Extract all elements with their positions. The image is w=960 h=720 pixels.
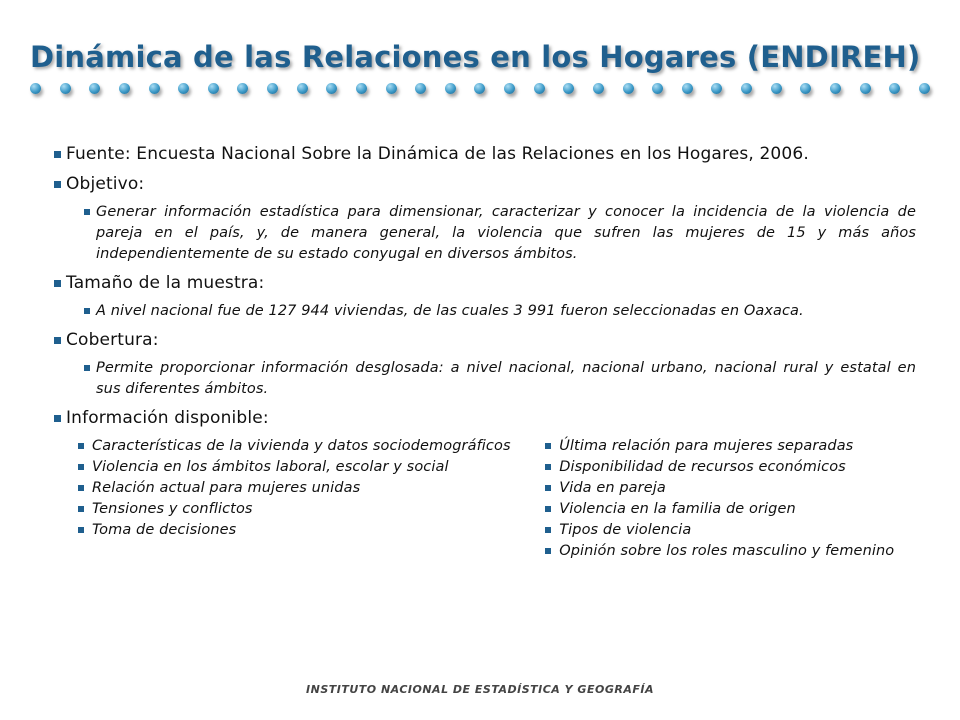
divider-dot [534, 83, 545, 94]
divider-dot [711, 83, 722, 94]
list-item: Última relación para mujeres separadas [545, 436, 908, 457]
divider-dot [356, 83, 367, 94]
divider-dot [682, 83, 693, 94]
divider-dot [326, 83, 337, 94]
divider-dot [445, 83, 456, 94]
divider-dot [208, 83, 219, 94]
divider-dot [60, 83, 71, 94]
divider-dot [771, 83, 782, 94]
divider-dot [89, 83, 100, 94]
divider-dot [178, 83, 189, 94]
divider-dot [563, 83, 574, 94]
divider-dot [267, 83, 278, 94]
footer-institution: INSTITUTO NACIONAL DE ESTADÍSTICA Y GEOGRAFÍA [306, 683, 654, 696]
dotted-divider [30, 78, 930, 98]
divider-dot [415, 83, 426, 94]
list-item: Tensiones y conflictos [78, 499, 545, 520]
list-item: Toma de decisiones [78, 520, 545, 541]
available-info-heading: Información disponible: [52, 406, 916, 430]
divider-dot [297, 83, 308, 94]
list-item: Opinión sobre los roles masculino y femenino [545, 541, 908, 562]
page-title: Dinámica de las Relaciones en los Hogares (ENDIREH) [30, 40, 921, 74]
list-item: Relación actual para mujeres unidas [78, 478, 545, 499]
divider-dot [623, 83, 634, 94]
divider-dot [741, 83, 752, 94]
divider-dot [30, 83, 41, 94]
available-info-right-list [545, 436, 916, 562]
divider-dot [504, 83, 515, 94]
divider-dot [149, 83, 160, 94]
divider-dot [830, 83, 841, 94]
divider-dot [919, 83, 930, 94]
sample-size-heading: Tamaño de la muestra: [52, 271, 916, 295]
divider-dot [593, 83, 604, 94]
objective-text: Generar información estadística para dimensionar, caracterizar y conocer la incidencia de la violencia de pareja en el país, y, de manera general, la violencia que sufren las mujeres de 15 y más años independientemente de su estado conyugal en diversos ámbitos. [54, 202, 916, 265]
divider-dot [237, 83, 248, 94]
list-item: Vida en pareja [545, 478, 908, 499]
coverage-heading: Cobertura: [52, 328, 916, 352]
list-item: Violencia en los ámbitos laboral, escolar y social [78, 457, 545, 478]
source-bullet: Fuente: Encuesta Nacional Sobre la Dinámica de las Relaciones en los Hogares, 2006. [52, 142, 916, 166]
divider-dot [474, 83, 485, 94]
available-info-left-list [52, 436, 545, 562]
list-item: Disponibilidad de recursos económicos [545, 457, 908, 478]
sample-size-text: A nivel nacional fue de 127 944 viviendas, de las cuales 3 991 fueron seleccionadas en Oaxaca. [54, 301, 916, 322]
list-item: Violencia en la familia de origen [545, 499, 908, 520]
divider-dot [119, 83, 130, 94]
divider-dot [860, 83, 871, 94]
divider-dot [889, 83, 900, 94]
objective-heading: Objetivo: [52, 172, 916, 196]
slide-content [52, 142, 916, 562]
divider-dot [652, 83, 663, 94]
coverage-text: Permite proporcionar información desglosada: a nivel nacional, nacional urbano, nacional rural y estatal en sus diferentes ámbitos. [54, 358, 916, 400]
divider-dot [386, 83, 397, 94]
divider-dot [800, 83, 811, 94]
available-info-columns [52, 436, 916, 562]
list-item: Tipos de violencia [545, 520, 908, 541]
list-item: Características de la vivienda y datos sociodemográficos [78, 436, 545, 457]
